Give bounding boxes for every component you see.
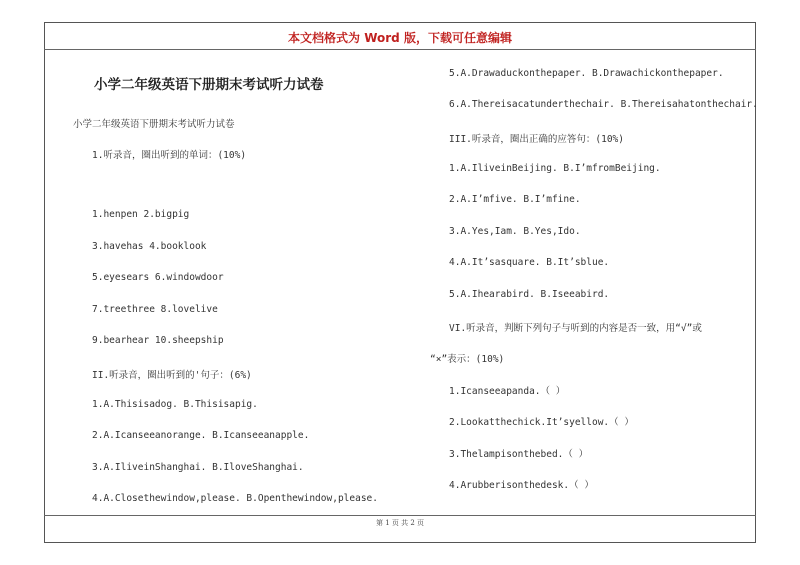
question-line: 6.A.Thereisacatunderthechair. B.Thereisahatonthechair. bbox=[449, 99, 758, 110]
question-line: 4.A.It’sasquare. B.It’sblue. bbox=[449, 257, 610, 268]
header-divider bbox=[44, 49, 756, 50]
question-line: 5.A.Drawaduckonthepaper. B.Drawachickonthepaper. bbox=[449, 68, 724, 79]
question-line: 5.A.Ihearabird. B.Iseeabird. bbox=[449, 289, 610, 300]
question-line: 4.Arubberisonthedesk.（ ） bbox=[449, 480, 594, 491]
question-line: 3.Thelampisonthebed.（ ） bbox=[449, 449, 589, 460]
question-line: 4.A.Closethewindow,please. B.Openthewindow,please. bbox=[92, 493, 378, 504]
question-line: 9.bearhear 10.sheepship bbox=[92, 335, 224, 346]
question-line: 2.A.I’mfive. B.I’mfine. bbox=[449, 194, 581, 205]
question-line: 1.A.IliveinBeijing. B.I’mfromBeijing. bbox=[449, 163, 661, 174]
section-4-heading-cont: “×”表示：(10%) bbox=[430, 354, 505, 365]
footer-divider bbox=[44, 515, 756, 516]
page-number-footer: 第 1 页 共 2 页 bbox=[375, 519, 425, 527]
section-3-heading: III.听录音，圈出正确的应答句：(10%) bbox=[449, 134, 624, 145]
question-line: 7.treethree 8.lovelive bbox=[92, 304, 218, 315]
question-line: 1.henpen 2.bigpig bbox=[92, 209, 190, 220]
question-line: 3.havehas 4.booklook bbox=[92, 241, 207, 252]
word-format-banner: 本文档格式为 Word 版，下载可任意编辑 bbox=[288, 31, 512, 45]
question-line: 1.Icanseeapanda.（ ） bbox=[449, 386, 566, 397]
subtitle-line: 小学二年级英语下册期末考试听力试卷 bbox=[73, 119, 235, 130]
question-line: 5.eyesears 6.windowdoor bbox=[92, 272, 224, 283]
section-2-heading: II.听录音，圈出听到的'句子：(6%) bbox=[92, 370, 252, 381]
question-line: 2.Lookatthechick.It’syellow.（ ） bbox=[449, 417, 634, 428]
question-line: 3.A.Yes,Iam. B.Yes,Ido. bbox=[449, 226, 581, 237]
question-line: 2.A.Icanseeanorange. B.Icanseeanapple. bbox=[92, 430, 310, 441]
section-1-heading: 1.听录音，圈出听到的单词：(10%) bbox=[92, 150, 247, 161]
section-4-heading: VI.听录音，判断下列句子与听到的内容是否一致，用“√”或 bbox=[449, 323, 702, 334]
question-line: 3.A.IliveinShanghai. B.IloveShanghai. bbox=[92, 462, 304, 473]
question-line: 1.A.Thisisadog. B.Thisisapig. bbox=[92, 399, 258, 410]
document-title: 小学二年级英语下册期末考试听力试卷 bbox=[94, 77, 324, 93]
